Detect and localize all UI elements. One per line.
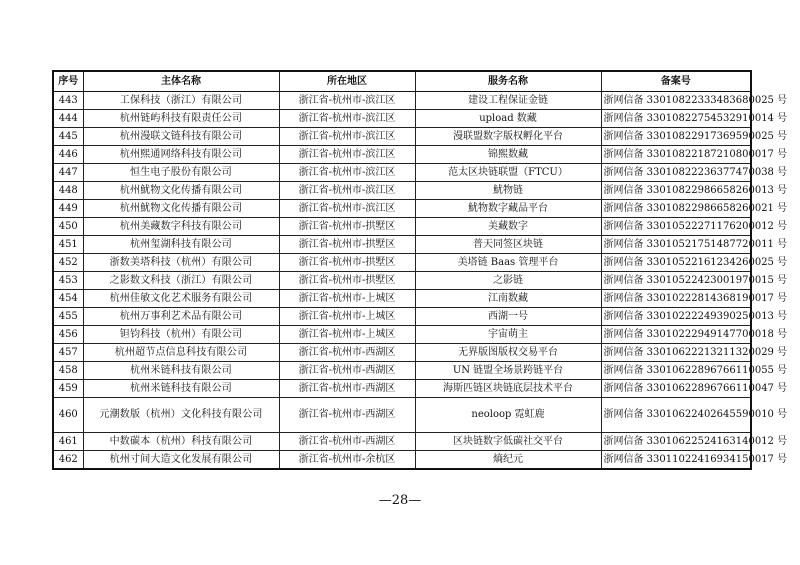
cell-region: 浙江省-杭州市-拱墅区 <box>279 254 415 272</box>
cell-region: 浙江省-杭州市-滨江区 <box>279 200 415 218</box>
cell-company: 杭州米链科技有限公司 <box>83 362 279 380</box>
cell-company: 杭州魷物文化传播有限公司 <box>83 182 279 200</box>
cell-region: 浙江省-杭州市-西湖区 <box>279 362 415 380</box>
cell-record: 浙网信备 33010822236377470038 号 <box>601 164 751 182</box>
cell-company: 杭州佳敏文化艺术服务有限公司 <box>83 290 279 308</box>
cell-region: 浙江省-杭州市-滨江区 <box>279 128 415 146</box>
table-body <box>53 92 788 470</box>
cell-region: 浙江省-杭州市-拱墅区 <box>279 218 415 236</box>
cell-company: 元潮数版（杭州）文化科技有限公司 <box>83 398 279 433</box>
cell-record: 浙网信备 33010622896766110047 号 <box>601 380 751 398</box>
table-row <box>53 182 751 200</box>
cell-company: 杭州链屿科技有限责任公司 <box>83 110 279 128</box>
cell-record: 浙网信备 33010822986658260013 号 <box>601 182 751 200</box>
cell-serial: 458 <box>53 362 83 380</box>
cell-service: 范太区块链联盟（FTCU） <box>415 164 601 182</box>
cell-serial: 453 <box>53 272 83 290</box>
header-company: 主体名称 <box>83 71 279 92</box>
cell-service: 普天同签区块链 <box>415 236 601 254</box>
cell-region: 浙江省-杭州市-余杭区 <box>279 451 415 470</box>
table-row <box>53 128 751 146</box>
cell-region: 浙江省-杭州市-西湖区 <box>279 398 415 433</box>
cell-service: 美塔链 Baas 管理平台 <box>415 254 601 272</box>
cell-service: upload 数藏 <box>415 110 601 128</box>
cell-service: 区块链数字低碳社交平台 <box>415 433 601 451</box>
cell-serial: 457 <box>53 344 83 362</box>
table-row <box>53 200 751 218</box>
cell-service: 宇宙萌主 <box>415 326 601 344</box>
cell-record: 浙网信备 33011022416934150017 号 <box>601 451 751 470</box>
cell-region: 浙江省-杭州市-上城区 <box>279 308 415 326</box>
cell-serial: 456 <box>53 326 83 344</box>
cell-region: 浙江省-杭州市-滨江区 <box>279 182 415 200</box>
table-row <box>53 146 751 164</box>
cell-record: 浙网信备 33010522271176200012 号 <box>601 218 751 236</box>
page-number: —28— <box>378 493 422 508</box>
cell-serial: 454 <box>53 290 83 308</box>
cell-record: 浙网信备 33010521751487720011 号 <box>601 236 751 254</box>
cell-company: 浙数美塔科技（杭州）有限公司 <box>83 254 279 272</box>
cell-record: 浙网信备 33010822917369590025 号 <box>601 128 751 146</box>
table-row <box>53 308 751 326</box>
cell-service: 熵纪元 <box>415 451 601 470</box>
cell-company: 杭州煕通网络科技有限公司 <box>83 146 279 164</box>
cell-service: neoloop 霓虹鹿 <box>415 398 601 433</box>
cell-company: 钽钧科技（杭州）有限公司 <box>83 326 279 344</box>
cell-serial: 446 <box>53 146 83 164</box>
cell-region: 浙江省-杭州市-上城区 <box>279 326 415 344</box>
header-region: 所在地区 <box>279 71 415 92</box>
cell-record: 浙网信备 33010822187210800017 号 <box>601 146 751 164</box>
cell-company: 杭州玺湖科技有限公司 <box>83 236 279 254</box>
cell-service: 海斯匹链区块链底层技术平台 <box>415 380 601 398</box>
cell-record: 浙网信备 33010222814368190017 号 <box>601 290 751 308</box>
cell-company: 工保科技（浙江）有限公司 <box>83 92 279 110</box>
cell-record: 浙网信备 33010622896766110055 号 <box>601 362 751 380</box>
cell-service: 江南数藏 <box>415 290 601 308</box>
cell-company: 杭州魷物文化传播有限公司 <box>83 200 279 218</box>
cell-serial: 443 <box>53 92 83 110</box>
cell-serial: 462 <box>53 451 83 470</box>
table-header-row <box>53 71 751 92</box>
table-row <box>53 92 751 110</box>
cell-service: 锦煕数藏 <box>415 146 601 164</box>
cell-region: 浙江省-杭州市-西湖区 <box>279 433 415 451</box>
cell-service: 魷物链 <box>415 182 601 200</box>
cell-region: 浙江省-杭州市-西湖区 <box>279 380 415 398</box>
cell-serial: 448 <box>53 182 83 200</box>
table-row <box>53 254 751 272</box>
cell-service: 魷物数字藏品平台 <box>415 200 601 218</box>
cell-region: 浙江省-杭州市-西湖区 <box>279 344 415 362</box>
cell-record: 浙网信备 33010622524163140012 号 <box>601 433 751 451</box>
cell-company: 杭州万事利艺术品有限公司 <box>83 308 279 326</box>
table-row <box>53 380 751 398</box>
cell-serial: 449 <box>53 200 83 218</box>
cell-serial: 460 <box>53 398 83 433</box>
table-row <box>53 272 751 290</box>
table-row <box>53 433 751 451</box>
cell-company: 杭州寸间大造文化发展有限公司 <box>83 451 279 470</box>
cell-service: 美藏数字 <box>415 218 601 236</box>
cell-record: 浙网信备 33010822986658260021 号 <box>601 200 751 218</box>
table-row <box>53 451 751 470</box>
cell-company: 杭州美藏数字科技有限公司 <box>83 218 279 236</box>
cell-company: 杭州漫联文链科技有限公司 <box>83 128 279 146</box>
cell-serial: 445 <box>53 128 83 146</box>
cell-region: 浙江省-杭州市-拱墅区 <box>279 236 415 254</box>
cell-region: 浙江省-杭州市-滨江区 <box>279 164 415 182</box>
header-service: 服务名称 <box>415 71 601 92</box>
cell-serial: 455 <box>53 308 83 326</box>
table-row <box>53 326 751 344</box>
cell-serial: 451 <box>53 236 83 254</box>
cell-serial: 461 <box>53 433 83 451</box>
cell-record: 浙网信备 33010622213211320029 号 <box>601 344 751 362</box>
cell-company: 杭州米链科技有限公司 <box>83 380 279 398</box>
cell-service: UN 链盟全场景跨链平台 <box>415 362 601 380</box>
cell-serial: 450 <box>53 218 83 236</box>
cell-company: 杭州超节点信息科技有限公司 <box>83 344 279 362</box>
blockchain-registry-table <box>52 70 788 470</box>
cell-serial: 447 <box>53 164 83 182</box>
cell-company: 中数碳本（杭州）科技有限公司 <box>83 433 279 451</box>
header-serial: 序号 <box>53 71 83 92</box>
cell-serial: 444 <box>53 110 83 128</box>
cell-region: 浙江省-杭州市-滨江区 <box>279 92 415 110</box>
table-row <box>53 290 751 308</box>
cell-service: 漫联盟数字版权孵化平台 <box>415 128 601 146</box>
cell-record: 浙网信备 33010222249390250013 号 <box>601 308 751 326</box>
header-record: 备案号 <box>601 71 751 92</box>
table-row <box>53 164 751 182</box>
cell-record: 浙网信备 33010822754532910014 号 <box>601 110 751 128</box>
cell-company: 恒生电子股份有限公司 <box>83 164 279 182</box>
cell-serial: 459 <box>53 380 83 398</box>
cell-region: 浙江省-杭州市-滨江区 <box>279 110 415 128</box>
cell-record: 浙网信备 33010222949147700018 号 <box>601 326 751 344</box>
cell-service: 建设工程保证金链 <box>415 92 601 110</box>
table-row <box>53 398 751 433</box>
cell-region: 浙江省-杭州市-拱墅区 <box>279 272 415 290</box>
cell-record: 浙网信备 33010822333483680025 号 <box>601 92 751 110</box>
cell-region: 浙江省-杭州市-滨江区 <box>279 146 415 164</box>
table-row <box>53 218 751 236</box>
table-row <box>53 344 751 362</box>
cell-region: 浙江省-杭州市-上城区 <box>279 290 415 308</box>
table-row <box>53 110 751 128</box>
cell-company: 之影数文科技（浙江）有限公司 <box>83 272 279 290</box>
cell-service: 之影链 <box>415 272 601 290</box>
cell-record: 浙网信备 33010622402645590010 号 <box>601 398 751 433</box>
table-row <box>53 362 751 380</box>
cell-record: 浙网信备 33010522423001970015 号 <box>601 272 751 290</box>
cell-service: 西湖一号 <box>415 308 601 326</box>
cell-service: 无界版图版权交易平台 <box>415 344 601 362</box>
table-row <box>53 236 751 254</box>
cell-serial: 452 <box>53 254 83 272</box>
cell-record: 浙网信备 33010522161234260025 号 <box>601 254 751 272</box>
